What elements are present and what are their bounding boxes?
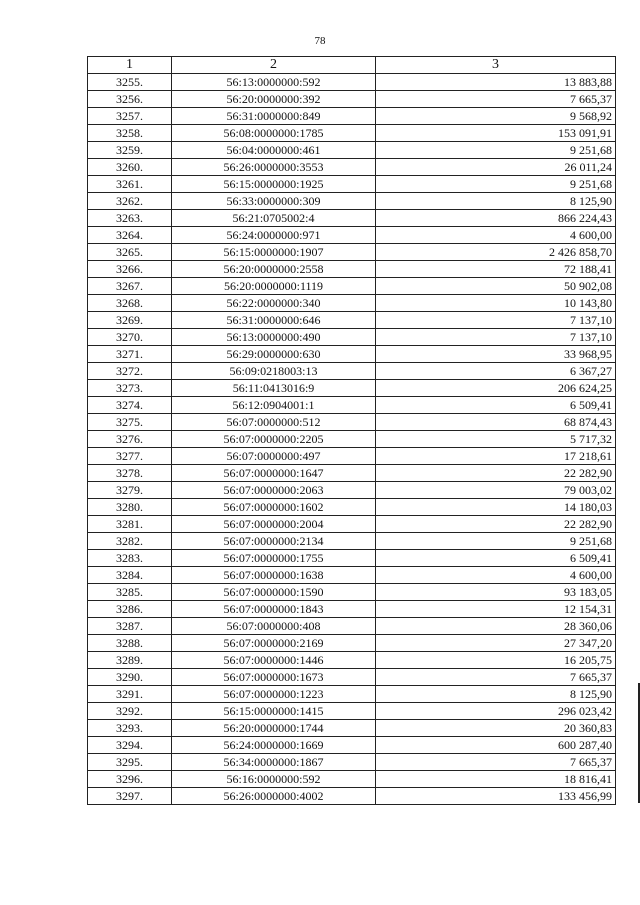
table-row	[88, 159, 616, 176]
table-header	[88, 57, 616, 74]
value-cell: 9 251,68	[376, 176, 616, 193]
row-number-cell: 3257.	[88, 108, 172, 125]
row-number-cell: 3276.	[88, 431, 172, 448]
value-cell: 14 180,03	[376, 499, 616, 516]
column-header-2: 2	[172, 57, 376, 74]
table-row	[88, 278, 616, 295]
table-row	[88, 397, 616, 414]
cadastral-number-cell: 56:07:0000000:1843	[172, 601, 376, 618]
value-cell: 2 426 858,70	[376, 244, 616, 261]
cadastral-number-cell: 56:13:0000000:490	[172, 329, 376, 346]
table-row	[88, 261, 616, 278]
row-number-cell: 3273.	[88, 380, 172, 397]
value-cell: 866 224,43	[376, 210, 616, 227]
table-row	[88, 737, 616, 754]
value-cell: 7 665,37	[376, 669, 616, 686]
row-number-cell: 3289.	[88, 652, 172, 669]
table-row	[88, 176, 616, 193]
row-number-cell: 3259.	[88, 142, 172, 159]
row-number-cell: 3284.	[88, 567, 172, 584]
row-number-cell: 3260.	[88, 159, 172, 176]
row-number-cell: 3274.	[88, 397, 172, 414]
cadastral-number-cell: 56:16:0000000:592	[172, 771, 376, 788]
cadastral-number-cell: 56:07:0000000:2169	[172, 635, 376, 652]
table-row	[88, 108, 616, 125]
value-cell: 72 188,41	[376, 261, 616, 278]
table-row	[88, 414, 616, 431]
table-row	[88, 771, 616, 788]
value-cell: 6 509,41	[376, 550, 616, 567]
cadastral-number-cell: 56:11:0413016:9	[172, 380, 376, 397]
value-cell: 93 183,05	[376, 584, 616, 601]
value-cell: 296 023,42	[376, 703, 616, 720]
cadastral-number-cell: 56:09:0218003:13	[172, 363, 376, 380]
row-number-cell: 3268.	[88, 295, 172, 312]
table-row	[88, 703, 616, 720]
table-row	[88, 754, 616, 771]
cadastral-number-cell: 56:07:0000000:1590	[172, 584, 376, 601]
value-cell: 33 968,95	[376, 346, 616, 363]
row-number-cell: 3282.	[88, 533, 172, 550]
row-number-cell: 3256.	[88, 91, 172, 108]
table-row	[88, 550, 616, 567]
table-row	[88, 482, 616, 499]
row-number-cell: 3270.	[88, 329, 172, 346]
table-row	[88, 567, 616, 584]
cadastral-number-cell: 56:33:0000000:309	[172, 193, 376, 210]
table-row	[88, 601, 616, 618]
value-cell: 7 665,37	[376, 754, 616, 771]
cadastral-number-cell: 56:07:0000000:512	[172, 414, 376, 431]
cadastral-number-cell: 56:07:0000000:2004	[172, 516, 376, 533]
page-number: 78	[314, 35, 326, 47]
row-number-cell: 3293.	[88, 720, 172, 737]
row-number-cell: 3275.	[88, 414, 172, 431]
row-number-cell: 3292.	[88, 703, 172, 720]
row-number-cell: 3295.	[88, 754, 172, 771]
row-number-cell: 3258.	[88, 125, 172, 142]
table-row	[88, 125, 616, 142]
cadastral-number-cell: 56:26:0000000:3553	[172, 159, 376, 176]
row-number-cell: 3283.	[88, 550, 172, 567]
table-body	[88, 74, 616, 805]
value-cell: 600 287,40	[376, 737, 616, 754]
table-row	[88, 210, 616, 227]
table-row	[88, 448, 616, 465]
row-number-cell: 3279.	[88, 482, 172, 499]
cadastral-number-cell: 56:20:0000000:392	[172, 91, 376, 108]
value-cell: 153 091,91	[376, 125, 616, 142]
table-row	[88, 380, 616, 397]
row-number-cell: 3272.	[88, 363, 172, 380]
row-number-cell: 3255.	[88, 74, 172, 91]
cadastral-number-cell: 56:04:0000000:461	[172, 142, 376, 159]
row-number-cell: 3296.	[88, 771, 172, 788]
cadastral-number-cell: 56:20:0000000:1744	[172, 720, 376, 737]
cadastral-number-cell: 56:29:0000000:630	[172, 346, 376, 363]
value-cell: 20 360,83	[376, 720, 616, 737]
cadastral-number-cell: 56:07:0000000:408	[172, 618, 376, 635]
value-cell: 133 456,99	[376, 788, 616, 805]
cadastral-number-cell: 56:07:0000000:1755	[172, 550, 376, 567]
value-cell: 22 282,90	[376, 465, 616, 482]
cadastral-number-cell: 56:22:0000000:340	[172, 295, 376, 312]
column-header-1: 1	[88, 57, 172, 74]
row-number-cell: 3288.	[88, 635, 172, 652]
table-row	[88, 584, 616, 601]
cadastral-number-cell: 56:20:0000000:2558	[172, 261, 376, 278]
table-row	[88, 686, 616, 703]
row-number-cell: 3266.	[88, 261, 172, 278]
cadastral-number-cell: 56:31:0000000:849	[172, 108, 376, 125]
table-row	[88, 618, 616, 635]
land-plot-table	[87, 56, 616, 805]
value-cell: 9 251,68	[376, 142, 616, 159]
row-number-cell: 3277.	[88, 448, 172, 465]
value-cell: 6 367,27	[376, 363, 616, 380]
table-row	[88, 431, 616, 448]
table-row	[88, 346, 616, 363]
table-row	[88, 533, 616, 550]
row-number-cell: 3271.	[88, 346, 172, 363]
table-row	[88, 788, 616, 805]
row-number-cell: 3287.	[88, 618, 172, 635]
cadastral-number-cell: 56:08:0000000:1785	[172, 125, 376, 142]
row-number-cell: 3286.	[88, 601, 172, 618]
value-cell: 9 251,68	[376, 533, 616, 550]
value-cell: 206 624,25	[376, 380, 616, 397]
table-row	[88, 142, 616, 159]
cadastral-number-cell: 56:24:0000000:1669	[172, 737, 376, 754]
value-cell: 7 665,37	[376, 91, 616, 108]
value-cell: 79 003,02	[376, 482, 616, 499]
table-row	[88, 227, 616, 244]
row-number-cell: 3285.	[88, 584, 172, 601]
table-row	[88, 312, 616, 329]
value-cell: 16 205,75	[376, 652, 616, 669]
cadastral-number-cell: 56:07:0000000:2205	[172, 431, 376, 448]
table-row	[88, 193, 616, 210]
value-cell: 4 600,00	[376, 227, 616, 244]
cadastral-number-cell: 56:15:0000000:1907	[172, 244, 376, 261]
value-cell: 17 218,61	[376, 448, 616, 465]
row-number-cell: 3263.	[88, 210, 172, 227]
table-row	[88, 635, 616, 652]
table-row	[88, 516, 616, 533]
column-header-3: 3	[376, 57, 616, 74]
cadastral-number-cell: 56:24:0000000:971	[172, 227, 376, 244]
header-row	[88, 57, 616, 74]
cadastral-number-cell: 56:07:0000000:1446	[172, 652, 376, 669]
value-cell: 10 143,80	[376, 295, 616, 312]
table-row	[88, 244, 616, 261]
row-number-cell: 3267.	[88, 278, 172, 295]
cadastral-number-cell: 56:07:0000000:1647	[172, 465, 376, 482]
table-row	[88, 720, 616, 737]
table-row	[88, 295, 616, 312]
value-cell: 8 125,90	[376, 686, 616, 703]
value-cell: 50 902,08	[376, 278, 616, 295]
row-number-cell: 3265.	[88, 244, 172, 261]
cadastral-number-cell: 56:07:0000000:1223	[172, 686, 376, 703]
table-row	[88, 669, 616, 686]
value-cell: 18 816,41	[376, 771, 616, 788]
cadastral-number-cell: 56:34:0000000:1867	[172, 754, 376, 771]
row-number-cell: 3281.	[88, 516, 172, 533]
value-cell: 7 137,10	[376, 312, 616, 329]
cadastral-number-cell: 56:15:0000000:1415	[172, 703, 376, 720]
row-number-cell: 3290.	[88, 669, 172, 686]
value-cell: 12 154,31	[376, 601, 616, 618]
cadastral-number-cell: 56:07:0000000:1673	[172, 669, 376, 686]
cadastral-number-cell: 56:07:0000000:1638	[172, 567, 376, 584]
cadastral-number-cell: 56:13:0000000:592	[172, 74, 376, 91]
value-cell: 6 509,41	[376, 397, 616, 414]
cadastral-number-cell: 56:20:0000000:1119	[172, 278, 376, 295]
table-row	[88, 363, 616, 380]
cadastral-number-cell: 56:07:0000000:497	[172, 448, 376, 465]
value-cell: 13 883,88	[376, 74, 616, 91]
cadastral-number-cell: 56:07:0000000:2063	[172, 482, 376, 499]
value-cell: 9 568,92	[376, 108, 616, 125]
row-number-cell: 3269.	[88, 312, 172, 329]
row-number-cell: 3262.	[88, 193, 172, 210]
table-row	[88, 74, 616, 91]
value-cell: 26 011,24	[376, 159, 616, 176]
table-row	[88, 465, 616, 482]
table-row	[88, 91, 616, 108]
row-number-cell: 3261.	[88, 176, 172, 193]
row-number-cell: 3278.	[88, 465, 172, 482]
value-cell: 27 347,20	[376, 635, 616, 652]
table-row	[88, 652, 616, 669]
row-number-cell: 3297.	[88, 788, 172, 805]
value-cell: 4 600,00	[376, 567, 616, 584]
value-cell: 68 874,43	[376, 414, 616, 431]
cadastral-number-cell: 56:26:0000000:4002	[172, 788, 376, 805]
table-row	[88, 329, 616, 346]
value-cell: 7 137,10	[376, 329, 616, 346]
cadastral-number-cell: 56:21:0705002:4	[172, 210, 376, 227]
cadastral-number-cell: 56:12:0904001:1	[172, 397, 376, 414]
cadastral-number-cell: 56:15:0000000:1925	[172, 176, 376, 193]
row-number-cell: 3291.	[88, 686, 172, 703]
value-cell: 8 125,90	[376, 193, 616, 210]
table-row	[88, 499, 616, 516]
cadastral-number-cell: 56:07:0000000:1602	[172, 499, 376, 516]
value-cell: 28 360,06	[376, 618, 616, 635]
value-cell: 5 717,32	[376, 431, 616, 448]
cadastral-number-cell: 56:07:0000000:2134	[172, 533, 376, 550]
row-number-cell: 3264.	[88, 227, 172, 244]
row-number-cell: 3294.	[88, 737, 172, 754]
value-cell: 22 282,90	[376, 516, 616, 533]
cadastral-number-cell: 56:31:0000000:646	[172, 312, 376, 329]
row-number-cell: 3280.	[88, 499, 172, 516]
